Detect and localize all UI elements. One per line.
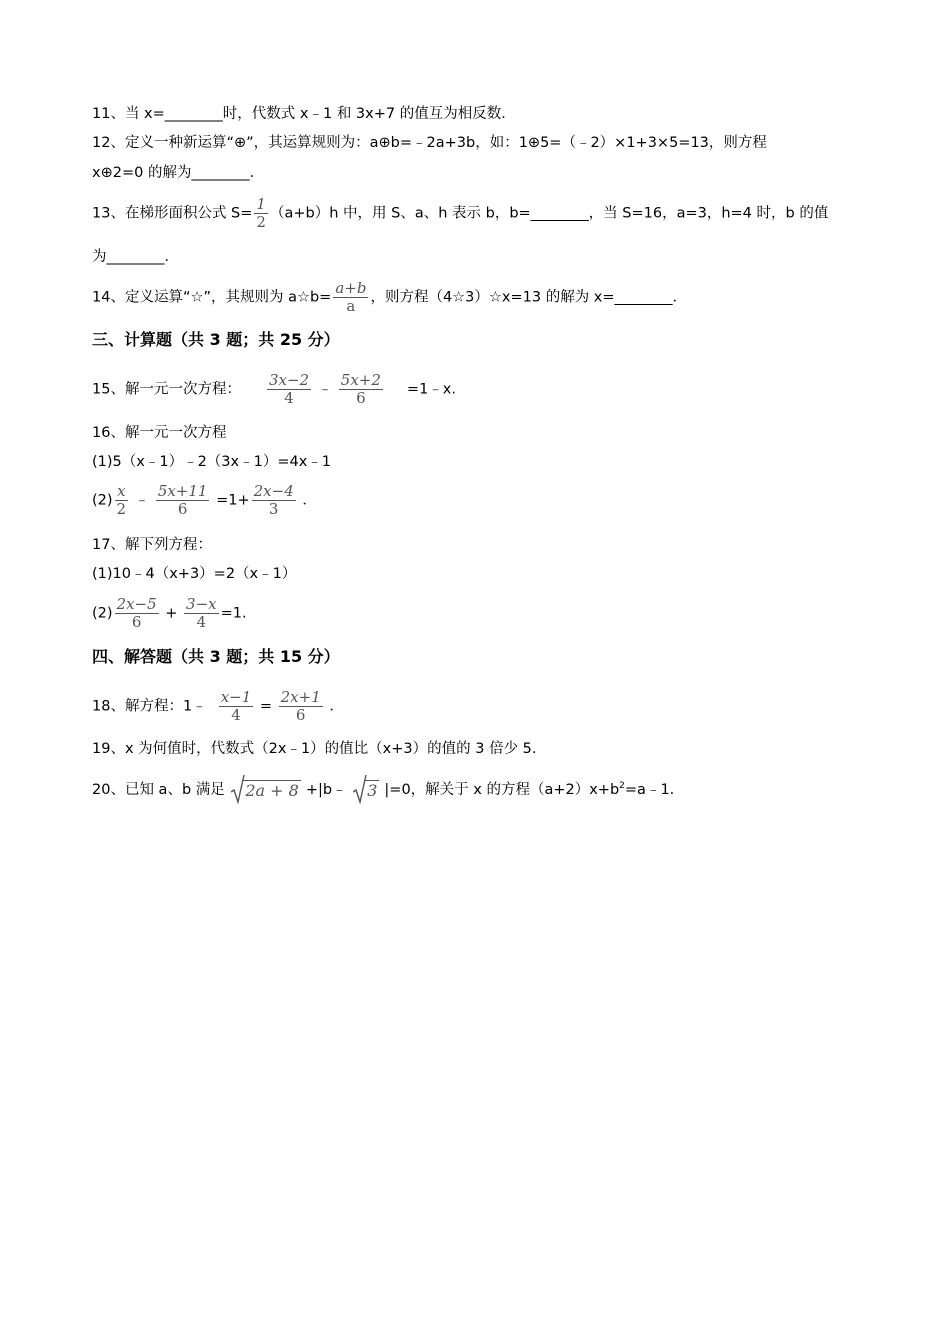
question-13-line-2 — [92, 247, 179, 267]
question-17-plus: + — [165, 605, 178, 622]
question-16-part-1 — [92, 452, 331, 472]
question-16-eq: =1+ — [216, 492, 250, 509]
fraction-a-plus-b-over-a: $\frac{a+b}{a}$ — [335, 279, 367, 315]
question-15-post: =1﹣x. — [406, 381, 456, 398]
question-17-title — [92, 535, 212, 555]
section-4-title: 四、解答题（共 3 题；共 15 分） — [92, 647, 340, 666]
question-13-post: （a+b）h 中，用 S、a、h 表示 b，b=________，当 S=16，a=3，h=4 时，b 的值 — [269, 205, 829, 222]
question-20-post-1: |=0，解关于 x 的方程（a+2）x+b — [384, 781, 620, 798]
question-11-text: 11、当 x=________时，代数式 x﹣1 和 3x+7 的值互为相反数． — [92, 106, 516, 122]
sqrt-3: 3 — [353, 778, 382, 801]
question-16-part-1-text: (1)5（x﹣1）﹣2（3x﹣1）=4x﹣1 — [92, 454, 332, 470]
fraction-15-b: $\frac{5x+2}{6}$ — [340, 371, 381, 407]
question-20-post-2: =a﹣1. — [624, 781, 675, 798]
question-16-post: ． — [302, 492, 317, 509]
section-3-title: 三、计算题（共 3 题；共 25 分） — [92, 330, 340, 349]
question-13-text-cont: 为________． — [92, 249, 179, 265]
question-20-superscript: 2 — [619, 781, 625, 791]
fraction-17-a: $\frac{2x-5}{6}$ — [116, 595, 157, 631]
question-17-part-2-pre: (2) — [92, 605, 113, 622]
question-17-text: 17、解下列方程： — [92, 537, 212, 553]
fraction-one-half: $\frac{1}{2}$ — [256, 195, 266, 231]
question-12-text: 12、定义一种新运算“⊕”，其运算规则为：a⊕b=﹣2a+3b，如：1⊕5=（﹣2）×1+3×5=13，则方程 — [92, 135, 767, 151]
question-13-pre: 13、在梯形面积公式 S= — [92, 205, 253, 222]
question-14 — [92, 280, 687, 315]
question-15 — [92, 372, 456, 407]
fraction-16-c: $\frac{2x-4}{3}$ — [253, 482, 294, 518]
question-20-pre: 20、已知 a、b 满足 — [92, 781, 225, 798]
sqrt-2a-plus-8: 2a + 8 — [231, 778, 303, 801]
question-17-part-2 — [92, 596, 247, 631]
question-12-text-cont: x⊕2=0 的解为________． — [92, 165, 264, 181]
fraction-17-b: $\frac{3-x}{4}$ — [186, 595, 217, 631]
question-14-post: ，则方程（4☆3）☆x=13 的解为 x=________． — [370, 289, 688, 306]
question-12-line-2 — [92, 163, 264, 183]
question-19 — [92, 739, 537, 759]
question-20 — [92, 776, 674, 801]
question-18 — [92, 689, 344, 724]
question-12-line-1 — [92, 133, 767, 153]
fraction-15-a: $\frac{3x-2}{4}$ — [268, 371, 310, 407]
question-16-minus: ﹣ — [134, 492, 150, 509]
question-13-line-1 — [92, 196, 828, 231]
fraction-16-a: $\frac{x}{2}$ — [116, 482, 127, 518]
question-16-part-2-pre: (2) — [92, 492, 113, 509]
question-15-pre: 15、解一元一次方程： — [92, 381, 241, 398]
section-3-heading — [92, 330, 340, 350]
question-19-text: 19、x 为何值时，代数式（2x﹣1）的值比（x+3）的值的 3 倍少 5. — [92, 741, 537, 757]
question-15-minus: ﹣ — [317, 381, 333, 398]
question-17-post: =1. — [220, 605, 247, 622]
question-18-eq: = — [259, 698, 273, 715]
fraction-18-a: $\frac{x-1}{4}$ — [220, 688, 252, 724]
question-16-text: 16、解一元一次方程 — [92, 425, 227, 441]
question-16-part-2 — [92, 483, 317, 518]
question-11 — [92, 104, 516, 124]
question-18-post: ． — [329, 698, 344, 715]
fraction-16-b: $\frac{5x+11}{6}$ — [157, 482, 208, 518]
section-4-heading — [92, 647, 340, 667]
question-17-part-1-text: (1)10﹣4（x+3）=2（x﹣1） — [92, 566, 297, 582]
question-20-mid: +|b﹣ — [305, 781, 347, 798]
question-17-part-1 — [92, 564, 296, 584]
fraction-18-b: $\frac{2x+1}{6}$ — [280, 688, 321, 724]
question-16-title — [92, 423, 226, 443]
question-18-pre: 18、解方程：1﹣ — [92, 698, 207, 715]
question-14-pre: 14、定义运算“☆”，其规则为 a☆b= — [92, 289, 332, 306]
